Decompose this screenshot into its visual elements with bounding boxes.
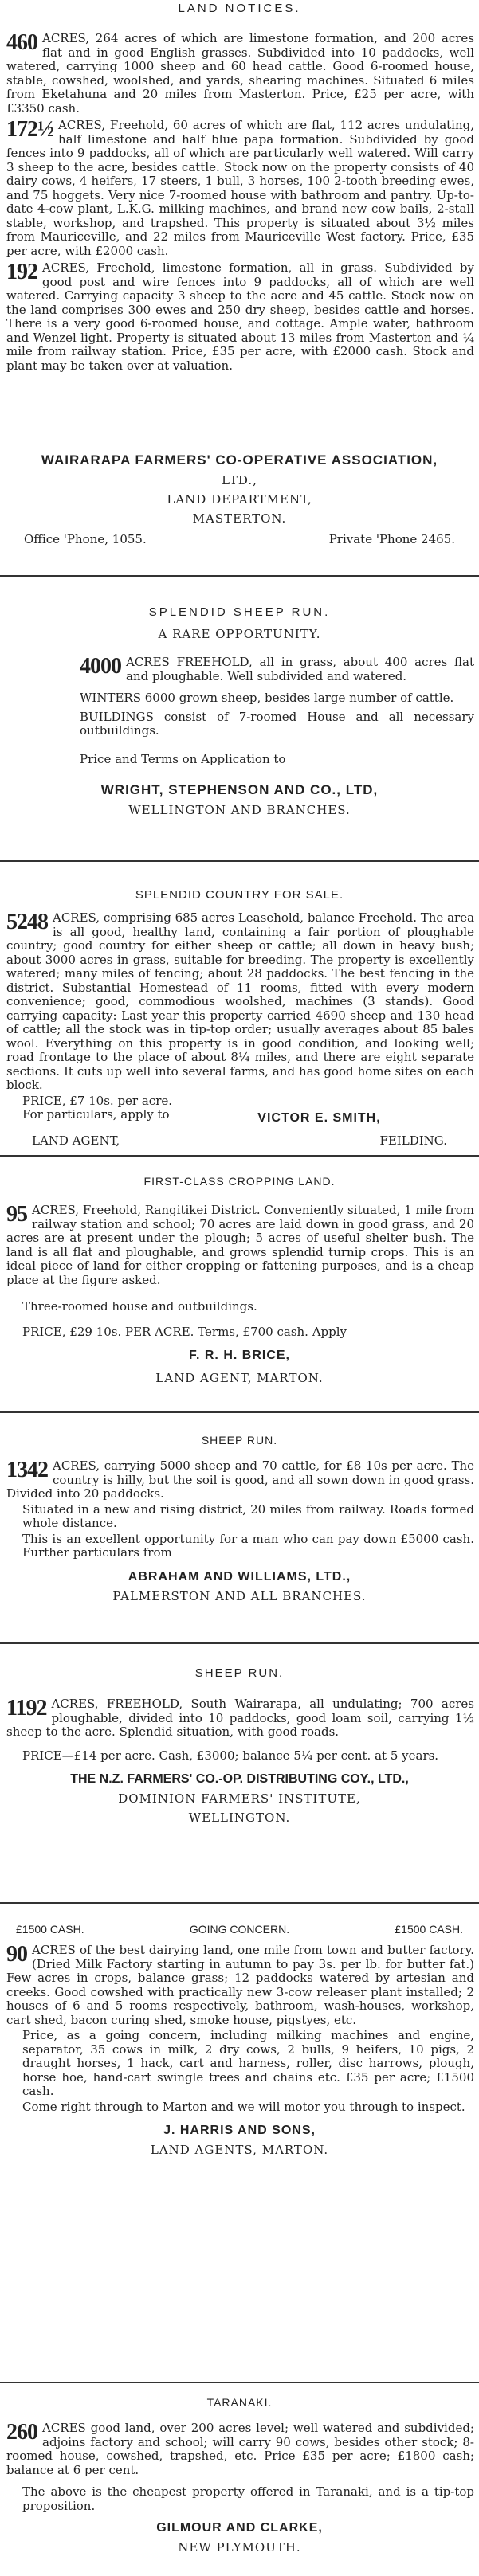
agent-town: LAND AGENTS, MARTON. xyxy=(150,2143,329,2157)
ad-harris-sons xyxy=(0,1923,479,2157)
agent-row xyxy=(32,1133,447,1148)
divider xyxy=(0,1642,479,1644)
divider xyxy=(0,860,479,862)
agent-town: NEW PLYMOUTH. xyxy=(178,2540,301,2554)
listing-260 xyxy=(6,2421,474,2477)
agent-name: GILMOUR AND CLARKE, xyxy=(156,2521,323,2535)
acreage-number: 192 xyxy=(6,260,37,284)
listing-buildings: BUILDINGS consist of 7-roomed House and all necessary outbuildings. xyxy=(80,709,474,738)
phone-row xyxy=(24,532,455,546)
house-info: Three-roomed house and outbuildings. xyxy=(22,1299,257,1313)
acreage-number: 5248 xyxy=(6,910,48,934)
particulars: For particulars, apply to xyxy=(22,1107,170,1122)
listing-5248 xyxy=(6,911,474,1093)
acreage-number: 1192 xyxy=(6,1696,47,1721)
listing-winters: WINTERS 6000 grown sheep, besides large number of cattle. xyxy=(80,691,454,705)
agent-town: LAND AGENT, MARTON. xyxy=(155,1371,324,1385)
ad-wright-stephenson xyxy=(0,605,479,817)
ad-wairarapa-footer xyxy=(0,452,479,546)
listing-text: ACRES, comprising 685 acres Leasehold, balance Freehold. The area is all good, healthy land, containing a fair portion of ploughable country; good country for either sheep or cattle; all down in heavy bush; about 3000 acres in grass, suitable for breeding. The property is excellently watered; many miles of fencing; about 28 paddocks. The best fencing in the district. Substantial Homestead of 11 rooms, fitted with every modern convenience; good, commodious woolshed, machines (3 stands). Good carrying capacity: Last year this property carried 4690 sheep and 130 head of cattle; all the stock was in tip-top order; usually averages about 85 bales wool. Everything on this property is in good condition, and looking well; road frontage to the place of about 8¼ miles, and there are eight separate sections. It cuts up well into several farms, and has good home sites on each block. xyxy=(6,910,475,1092)
acreage-number: 172½ xyxy=(6,117,53,142)
going-concern-header xyxy=(16,1923,463,1936)
agent-name: F. R. H. BRICE, xyxy=(188,1349,290,1362)
cheapest-note: The above is the cheapest property offered in Taranaki, and is a tip-top proposition. xyxy=(22,2484,474,2513)
listing-text: ACRES, FREEHOLD, South Wairarapa, all undulating; 700 acres ploughable, divided into 10 paddocks, good loam soil, carrying 1½ sheep to the acre. Splendid situation, with good roads. xyxy=(6,1697,474,1739)
masthead xyxy=(0,2,479,15)
listing-4000 xyxy=(80,656,474,683)
acreage-number: 460 xyxy=(6,30,37,55)
divider xyxy=(0,1155,479,1157)
masthead-title: LAND NOTICES. xyxy=(178,2,301,15)
agent-name: VICTOR E. SMITH, xyxy=(257,1110,381,1125)
acreage-number: 1342 xyxy=(6,1458,48,1482)
cash-left: £1500 CASH. xyxy=(16,1923,84,1936)
listing-text: ACRES FREEHOLD, all in grass, about 400 acres flat and ploughable. Well subdivided and watered. xyxy=(126,655,474,683)
agent-suffix: LTD., xyxy=(222,473,257,487)
divider xyxy=(0,1411,479,1413)
ad-gilmour-clarke xyxy=(0,2396,479,2554)
listing-text: ACRES of the best dairying land, one mile from town and butter factory. (Dried Milk Factory starting in autumn to pay 3s. per lb. for butter fat.) Few acres in crops, balance grass; 12 paddocks watered by artesian and creeks. Good cowshed with practically new 3-cow releaser plant installed; 2 houses of 6 and 5 rooms respectively, bathroom, wash-houses, workshop, cart shed, bacon curing shed, smoke house, pigstyes, etc. xyxy=(6,1943,474,2027)
listing-text: ACRES, Freehold, limestone formation, all in grass. Subdivided by good post and wire fences into 9 paddocks, all of which are well watered. Carrying capacity 3 sheep to the acre and 45 cattle. Stock now on the land comprises 300 ewes and 250 dry sheep, besides cattle and horses. There is a very good 6-roomed house, and cottage. Ample water, bathroom and Wenzel light. Property is situated about 13 miles from Masterton and ¼ mile from railway station. Price, £35 per acre, with £2000 cash. Stock and plant may be taken over at valuation. xyxy=(6,260,474,373)
ad-victor-smith xyxy=(0,888,479,1148)
section-heading: SHEEP RUN. xyxy=(194,1666,285,1680)
cash-right: £1500 CASH. xyxy=(395,1923,463,1936)
agent-name: J. HARRIS AND SONS, xyxy=(163,2124,316,2137)
acreage-number: 90 xyxy=(6,1942,27,1967)
listing-text: ACRES, 264 acres of which are limestone formation, and 200 acres flat and in good English grasses. Subdivided into 10 paddocks, well watered, carrying 1000 sheep and 60 head cattle. Good 6-roomed house, stable, cowshed, woolshed, and yards, shearing machines. Situated 6 miles from Eketahuna and 20 miles from Masterton. Price, £25 per acre, with £3350 cash. xyxy=(6,31,474,115)
section-heading: TARANAKI. xyxy=(206,2396,273,2409)
ad-nz-farmers xyxy=(0,1666,479,1825)
listing-1342 xyxy=(6,1459,474,1501)
agent-role: LAND AGENT, xyxy=(32,1133,120,1148)
acreage-number: 95 xyxy=(6,1202,27,1227)
agent-name: ABRAHAM AND WILLIAMS, LTD., xyxy=(128,1569,351,1584)
listing-1192 xyxy=(6,1697,474,1740)
listing-192 xyxy=(6,261,474,373)
office-phone: Office 'Phone, 1055. xyxy=(24,532,147,546)
agent-town: FEILDING. xyxy=(379,1133,447,1148)
price: PRICE, £29 10s. PER ACRE. Terms, £700 cash. Apply xyxy=(22,1324,347,1339)
listing-95 xyxy=(6,1204,474,1287)
listing-90 xyxy=(6,1944,474,2027)
agent-name: WAIRARAPA FARMERS' CO-OPERATIVE ASSOCIATION, xyxy=(41,452,438,468)
private-phone: Private 'Phone 2465. xyxy=(328,532,455,546)
listing-text: ACRES, carrying 5000 sheep and 70 cattle, for £8 10s per acre. The country is hilly, but the soil is good, and all sown down in good grass. Divided into 20 paddocks. xyxy=(6,1458,474,1501)
divider xyxy=(0,1902,479,1904)
price: Price, as a going concern, including milking machines and engine, separator, 35 cows in milk, 2 dry cows, 2 bulls, 9 heifers, 10 pigs, 2 draught horses, 1 hack, cart and harness, roller, disc harrows, plough, horse hoe, hand-cart swingle trees and chains etc. £35 per acre; £1500 cash. xyxy=(22,2028,474,2098)
agent-town: WELLINGTON. xyxy=(188,1811,291,1825)
section-heading: GOING CONCERN. xyxy=(189,1923,290,1936)
agent-name: WRIGHT, STEPHENSON AND CO., LTD, xyxy=(100,782,379,797)
acreage-number: 4000 xyxy=(80,654,121,679)
section-subheading: A RARE OPPORTUNITY. xyxy=(158,627,321,641)
listing-text: ACRES good land, over 200 acres level; well watered and subdivided; adjoins factory and school; will carry 90 cows, besides other stock; 8-roomed house, cowshed, trapshed, etc. Price £35 per acre; £1800 cash; balance at 6 per cent. xyxy=(6,2421,474,2477)
price: PRICE—£14 per acre. Cash, £3000; balance 5¼ per cent. at 5 years. xyxy=(22,1748,439,1763)
acreage-number: 260 xyxy=(6,2420,37,2445)
agent-branches: WELLINGTON AND BRANCHES. xyxy=(128,803,351,817)
situation: Situated in a new and rising district, 20 miles from railway. Roads formed whole distance. xyxy=(22,1501,474,1530)
ad-wairarapa xyxy=(0,32,479,373)
section-heading: SHEEP RUN. xyxy=(201,1434,278,1447)
divider xyxy=(0,2382,479,2383)
listing-172 xyxy=(6,119,474,258)
listing-text: ACRES, Freehold, Rangitikei District. Conveniently situated, 1 mile from railway station and school; 70 acres are laid down in good grass, and 20 acres are at present under the plough; 5 acres of useful shelter bush. The land is all flat and ploughable, and grows splendid turnip crops. This is an ideal piece of land for either cropping or fattening purposes, and is a cheap place at the figure asked. xyxy=(6,1203,474,1287)
agent-institute: DOMINION FARMERS' INSTITUTE, xyxy=(118,1791,361,1806)
listing-460 xyxy=(6,32,474,115)
opportunity: This is an excellent opportunity for a man who can pay down £5000 cash. Further particulars from xyxy=(22,1531,474,1560)
section-heading: SPLENDID COUNTRY FOR SALE. xyxy=(135,888,344,902)
divider xyxy=(0,575,479,577)
section-heading: FIRST-CLASS CROPPING LAND. xyxy=(143,1175,336,1188)
price-terms: Price and Terms on Application to xyxy=(80,751,286,766)
price: PRICE, £7 10s. per acre. xyxy=(22,1093,173,1108)
agent-name: THE N.Z. FARMERS' CO.-OP. DISTRIBUTING COY., LTD., xyxy=(70,1772,409,1786)
listing-text: ACRES, Freehold, 60 acres of which are flat, 112 acres undulating, half limestone and half blue papa formation. Subdivided by good fences into 9 paddocks, all of which are particularly well watered. Will carry 3 sheep to the acre, besides cattle. Stock now on the property consists of 40 dairy cows, 4 heifers, 17 steers, 1 bull, 3 horses, 100 2-tooth breeding ewes, and 75 hoggets. Very nice 7-roomed house with bathroom and pantry. Up-to-date 4-cow plant, L.K.G. milking machines, and brand new cow bails, 2-stall stable, workshop, and trapshed. This property is situated about 3½ miles from Mauriceville, and 22 miles from Mauriceville West factory. Price, £35 per acre, with £2000 cash. xyxy=(6,118,474,258)
inspect: Come right through to Marton and we will motor you through to inspect. xyxy=(22,2099,465,2114)
ad-brice xyxy=(0,1175,479,1385)
agent-branches: PALMERSTON AND ALL BRANCHES. xyxy=(112,1588,367,1603)
section-heading: SPLENDID SHEEP RUN. xyxy=(148,605,331,619)
agent-town: MASTERTON. xyxy=(192,511,287,526)
ad-abraham-williams xyxy=(0,1434,479,1603)
agent-dept: LAND DEPARTMENT, xyxy=(167,492,312,507)
